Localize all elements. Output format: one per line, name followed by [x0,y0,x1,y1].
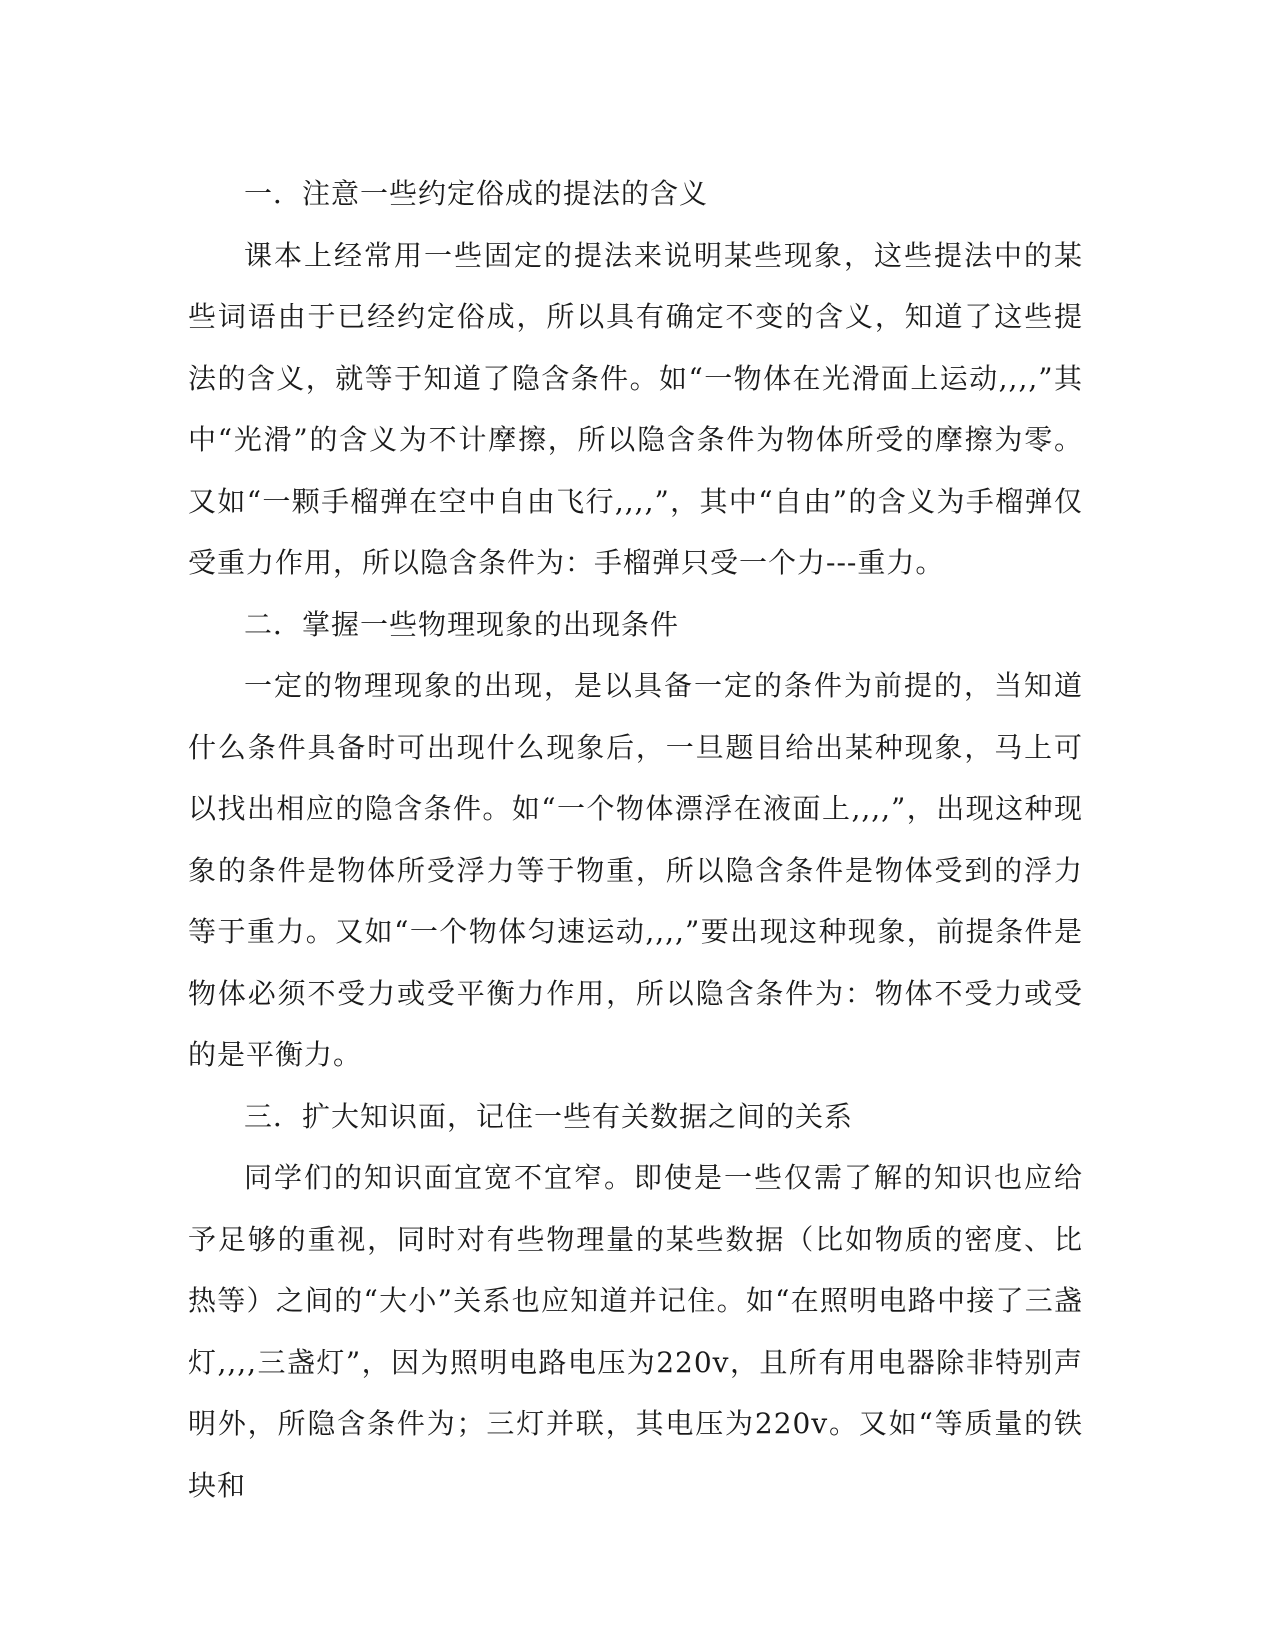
section-paragraph-2: 一定的物理现象的出现，是以具备一定的条件为前提的，当知道什么条件具备时可出现什么现象后，一旦题目给出某种现象，马上可以找出相应的隐含条件。如“一个物体漂浮在液面上,,,,”，出现这种现象的条件是物体所受浮力等于物重，所以隐含条件是物体受到的浮力等于重力。又如“一个物体匀速运动,,,,”要出现这种现象，前提条件是物体必须不受力或受平衡力作用，所以隐含条件为：物体不受力或受的是平衡力。 [188,669,1083,1071]
section-paragraph-3: 同学们的知识面宜宽不宜窄。即使是一些仅需了解的知识也应给予足够的重视，同时对有些物理量的某些数据（比如物质的密度、比热等）之间的“大小”关系也应知道并记住。如“在照明电路中接了三盏灯,,,,三盏灯”，因为照明电路电压为220v，且所有用电器除非特别声明外，所隐含条件为；三灯并联，其电压为220v。又如“等质量的铁块和 [188,1161,1083,1502]
section-paragraph-1: 课本上经常用一些固定的提法来说明某些现象，这些提法中的某些词语由于已经约定俗成，所以具有确定不变的含义，知道了这些提法的含义，就等于知道了隐含条件。如“一物体在光滑面上运动,,,,”其中“光滑”的含义为不计摩擦，所以隐含条件为物体所受的摩擦为零。又如“一颗手榴弹在空中自由飞行,,,,”，其中“自由”的含义为手榴弹仅受重力作用，所以隐含条件为：手榴弹只受一个力---重力。 [188,238,1083,579]
section-heading-2: 二．掌握一些物理现象的出现条件 [244,607,680,641]
document-body [188,163,1083,1516]
section-heading-1: 一．注意一些约定俗成的提法的含义 [244,177,709,210]
section-heading-3: 三．扩大知识面，记住一些有关数据之间的关系 [244,1099,854,1133]
